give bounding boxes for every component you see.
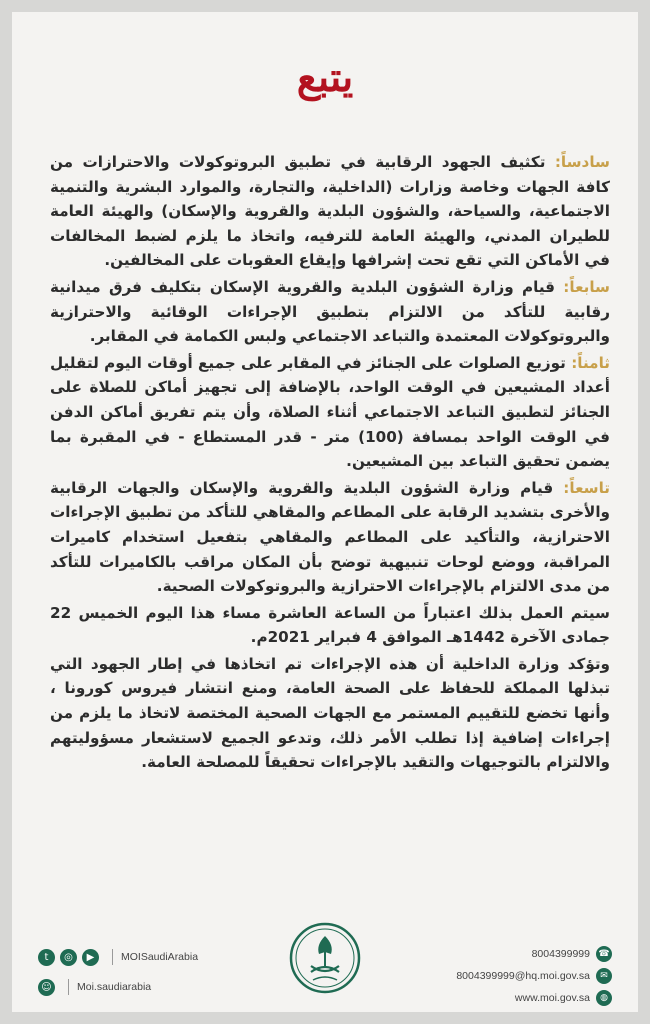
youtube-icon[interactable]: ▶ [82,949,99,966]
paragraph-text: قيام وزارة الشؤون البلدية والقروية والإسكان والجهات الرقابية والأخرى بتشديد الرقابة على المطاعم والمقاهي للتأكد من تطبيق الإجراءات الاحترازية، والتأكيد على المطاعم والمقاهي بتفعيل استخدام كاميرات المراقبة، ووضع لوحات تنبيهية توضح بأن المكان مراقب بالكاميرات للتأكد من مدى الالتزام بالإجراءات الاحترازية والبروتوكولات الصحية. [50,478,610,596]
saudi-emblem-icon [289,922,361,994]
snapchat-icon[interactable]: ☺ [38,979,55,996]
email-address[interactable]: 8004399999@hq.moi.gov.sa [456,970,590,982]
paragraph-sixth [50,150,610,273]
document-body [50,150,610,777]
paragraph-lead: سادساً: [554,153,610,171]
social-row [38,946,218,968]
contact-web-row [456,988,612,1008]
phone-number[interactable]: 8004399999 [531,948,590,960]
paragraph-text: توزيع الصلوات على الجنائز في المقابر على جميع أوقات اليوم لتقليل أعداد المشيعين في الوقت الواحد، بالإضافة إلى تجهيز أماكن للصلاة على الجنائز لتطبيق التباعد الاجتماعي أثناء الصلاة، وأن يتم تفريق أماكن الدفن في الوقت الواحد بمسافة (100) متر - قدر المستطاع - في المقبرة بما يضمن تحقيق التباعد بين المشيعين. [50,353,610,471]
paragraph-ninth [50,476,610,599]
contact-info [456,944,612,1010]
paragraph-closing [50,652,610,775]
globe-icon: ◍ [596,990,612,1006]
paragraph-lead: تاسعاً: [563,478,610,497]
phone-icon: ☎ [596,946,612,962]
contact-email-row [456,966,612,986]
paragraph-effective-date [50,601,610,650]
footer [12,916,638,1012]
social-handle[interactable]: MOISaudiArabia [121,951,199,963]
twitter-icon[interactable]: t [38,949,55,966]
snap-row [38,976,218,998]
divider [112,949,113,965]
page-title: يتبع [296,54,354,101]
instagram-icon[interactable]: ◎ [60,949,77,966]
paragraph-lead: ثامناً: [571,353,610,372]
document-card [12,12,638,1012]
divider [68,979,69,995]
paragraph-seventh [50,275,610,349]
paragraph-text: وتؤكد وزارة الداخلية أن هذه الإجراءات تم اتخاذها في إطار الجهود التي تبذلها المملكة للحفاظ على الصحة العامة، ومنع انتشار فيروس كورونا ، وأنها تخضع للتقييم المستمر مع الجهات الصحية المختصة لاتخاذ ما يلزم من إجراءات إضافية إذا تطلب الأمر ذلك، وتدعو الجميع لاستشعار مسؤوليتهم والالتزام بالتوجيهات والتقيد بالإجراءات تحقيقاً للمصلحة العامة. [50,654,610,772]
paragraph-lead: سابعاً: [563,277,610,296]
paragraph-text: قيام وزارة الشؤون البلدية والقروية الإسكان بتكليف فرق ميدانية رقابية للتأكد من الالتزام بتطبيق الإجراءات الوقائية والاحترازية والبروتوكولات المعتمدة والتباعد الاجتماعي ولبس الكمامة في المقابر. [50,277,610,346]
paragraph-text: سيتم العمل بذلك اعتباراً من الساعة العاشرة مساء هذا اليوم الخميس 22 جمادى الآخرة 1442هـ الموافق 4 فبراير 2021م. [50,603,610,647]
contact-phone-row [456,944,612,964]
snap-handle[interactable]: Moi.saudiarabia [77,981,152,993]
paragraph-eighth [50,351,610,474]
paragraph-text: تكثيف الجهود الرقابية في تطبيق البروتوكولات والاحترازات من كافة الجهات وخاصة وزارات (الداخلية، والتجارة، والموارد البشرية والتنمية الاجتماعية، والسياحة، والشؤون البلدية والقروية والإسكان) والهيئة العامة للطيران المدني، والهيئة العامة للترفيه، واتخاذ ما يلزم لضبط المخالفات في الأماكن التي تقع تحت إشرافها وإيقاع العقوبات على المخالفين. [50,153,610,270]
mail-icon: ✉ [596,968,612,984]
social-links [38,946,218,1006]
website-link[interactable]: www.moi.gov.sa [514,992,590,1004]
